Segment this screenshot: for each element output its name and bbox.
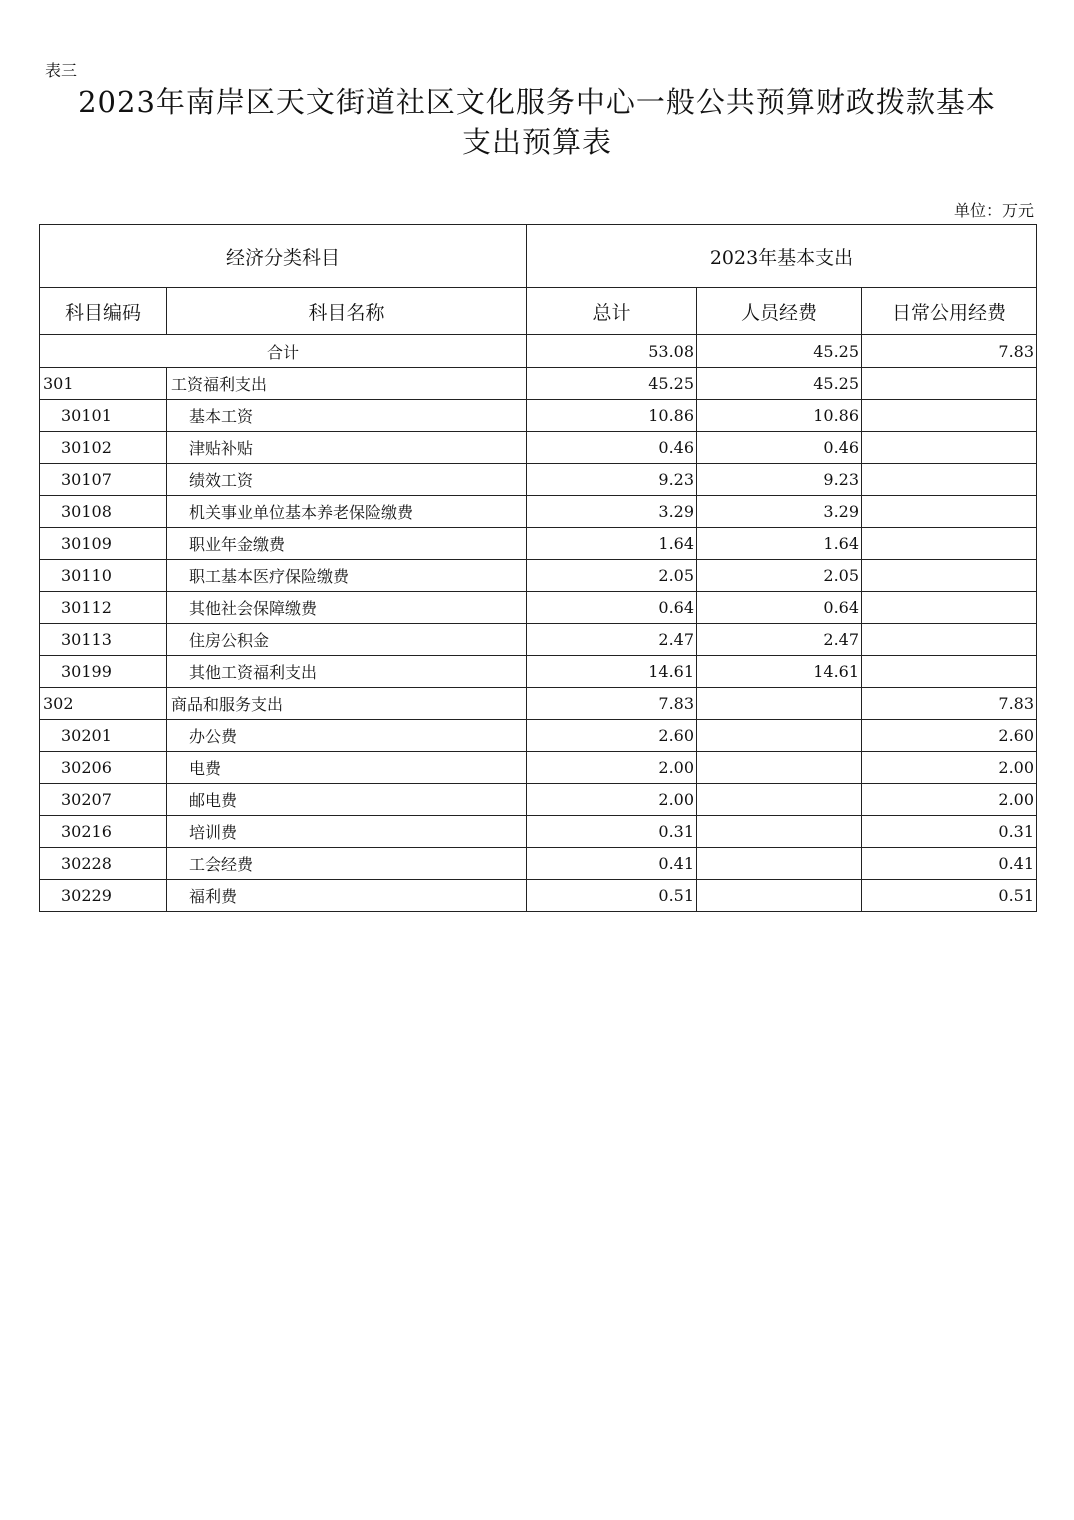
total-label: 合计 [40, 335, 527, 368]
row-name: 绩效工资 [167, 464, 527, 496]
table-row [40, 592, 1037, 624]
row-total: 2.05 [527, 560, 697, 592]
header-group-row [40, 225, 1037, 288]
header-basic-expenditure: 2023年基本支出 [527, 225, 1037, 288]
row-name: 福利费 [167, 880, 527, 912]
row-personnel [697, 720, 862, 752]
row-public: 2.00 [862, 752, 1037, 784]
document-title [30, 82, 1044, 162]
row-total: 0.41 [527, 848, 697, 880]
row-public: 0.51 [862, 880, 1037, 912]
row-name: 电费 [167, 752, 527, 784]
row-name: 其他社会保障缴费 [167, 592, 527, 624]
table-row [40, 880, 1037, 912]
row-code: 301 [40, 368, 167, 400]
row-public: 7.83 [862, 688, 1037, 720]
row-total: 1.64 [527, 528, 697, 560]
col-header-public: 日常公用经费 [862, 288, 1037, 335]
col-header-code: 科目编码 [40, 288, 167, 335]
row-name: 其他工资福利支出 [167, 656, 527, 688]
row-total: 0.31 [527, 816, 697, 848]
row-public: 2.00 [862, 784, 1037, 816]
row-total: 0.51 [527, 880, 697, 912]
row-name: 机关事业单位基本养老保险缴费 [167, 496, 527, 528]
row-name: 职工基本医疗保险缴费 [167, 560, 527, 592]
title-line-2: 支出预算表 [461, 125, 612, 159]
row-total: 2.47 [527, 624, 697, 656]
row-total: 45.25 [527, 368, 697, 400]
row-personnel: 0.64 [697, 592, 862, 624]
row-name: 职业年金缴费 [167, 528, 527, 560]
row-name: 基本工资 [167, 400, 527, 432]
col-header-name: 科目名称 [167, 288, 527, 335]
row-total: 3.29 [527, 496, 697, 528]
row-public: 0.31 [862, 816, 1037, 848]
table-row [40, 560, 1037, 592]
row-public [862, 656, 1037, 688]
table-number: 表三 [45, 61, 78, 80]
row-name: 邮电费 [167, 784, 527, 816]
row-name: 办公费 [167, 720, 527, 752]
row-code: 30112 [40, 592, 167, 624]
row-total: 2.60 [527, 720, 697, 752]
row-personnel: 1.64 [697, 528, 862, 560]
total-row [40, 335, 1037, 368]
row-total: 7.83 [527, 688, 697, 720]
table-row [40, 784, 1037, 816]
row-code: 30228 [40, 848, 167, 880]
row-personnel: 2.05 [697, 560, 862, 592]
table-row [40, 656, 1037, 688]
row-code: 30201 [40, 720, 167, 752]
row-public [862, 592, 1037, 624]
row-personnel: 0.46 [697, 432, 862, 464]
row-personnel [697, 784, 862, 816]
row-public [862, 624, 1037, 656]
row-code: 30108 [40, 496, 167, 528]
row-name: 工资福利支出 [167, 368, 527, 400]
row-total: 9.23 [527, 464, 697, 496]
budget-table [39, 224, 1037, 912]
row-personnel [697, 816, 862, 848]
col-header-personnel: 人员经费 [697, 288, 862, 335]
row-total: 2.00 [527, 784, 697, 816]
row-name: 住房公积金 [167, 624, 527, 656]
row-code: 302 [40, 688, 167, 720]
row-code: 30109 [40, 528, 167, 560]
row-public [862, 496, 1037, 528]
row-total: 0.64 [527, 592, 697, 624]
row-name: 津贴补贴 [167, 432, 527, 464]
row-total: 14.61 [527, 656, 697, 688]
row-personnel: 14.61 [697, 656, 862, 688]
row-name: 培训费 [167, 816, 527, 848]
row-public [862, 400, 1037, 432]
row-personnel [697, 688, 862, 720]
row-public [862, 528, 1037, 560]
total-total: 53.08 [527, 335, 697, 368]
table-row [40, 624, 1037, 656]
table-row [40, 688, 1037, 720]
row-personnel: 2.47 [697, 624, 862, 656]
row-code: 30107 [40, 464, 167, 496]
table-row [40, 400, 1037, 432]
row-public [862, 464, 1037, 496]
row-code: 30199 [40, 656, 167, 688]
row-personnel [697, 880, 862, 912]
row-personnel: 10.86 [697, 400, 862, 432]
row-total: 0.46 [527, 432, 697, 464]
row-total: 2.00 [527, 752, 697, 784]
row-code: 30206 [40, 752, 167, 784]
table-row [40, 848, 1037, 880]
table-row [40, 496, 1037, 528]
row-code: 30101 [40, 400, 167, 432]
table-row [40, 528, 1037, 560]
row-name: 工会经费 [167, 848, 527, 880]
total-public: 7.83 [862, 335, 1037, 368]
row-code: 30207 [40, 784, 167, 816]
total-personnel: 45.25 [697, 335, 862, 368]
row-personnel [697, 752, 862, 784]
table-row [40, 368, 1037, 400]
row-personnel: 9.23 [697, 464, 862, 496]
header-column-row [40, 288, 1037, 335]
unit-label: 单位：万元 [953, 201, 1034, 220]
row-code: 30229 [40, 880, 167, 912]
table-row [40, 464, 1037, 496]
col-header-total: 总计 [527, 288, 697, 335]
title-line-1: 2023年南岸区天文街道社区文化服务中心一般公共预算财政拨款基本 [78, 85, 996, 119]
row-personnel: 45.25 [697, 368, 862, 400]
row-personnel [697, 848, 862, 880]
row-code: 30102 [40, 432, 167, 464]
row-public [862, 368, 1037, 400]
row-code: 30216 [40, 816, 167, 848]
row-public: 2.60 [862, 720, 1037, 752]
table-row [40, 752, 1037, 784]
header-econ-category: 经济分类科目 [40, 225, 527, 288]
table-row [40, 720, 1037, 752]
row-name: 商品和服务支出 [167, 688, 527, 720]
row-code: 30113 [40, 624, 167, 656]
row-public [862, 560, 1037, 592]
row-personnel: 3.29 [697, 496, 862, 528]
row-public [862, 432, 1037, 464]
row-code: 30110 [40, 560, 167, 592]
table-row [40, 816, 1037, 848]
row-public: 0.41 [862, 848, 1037, 880]
row-total: 10.86 [527, 400, 697, 432]
table-row [40, 432, 1037, 464]
